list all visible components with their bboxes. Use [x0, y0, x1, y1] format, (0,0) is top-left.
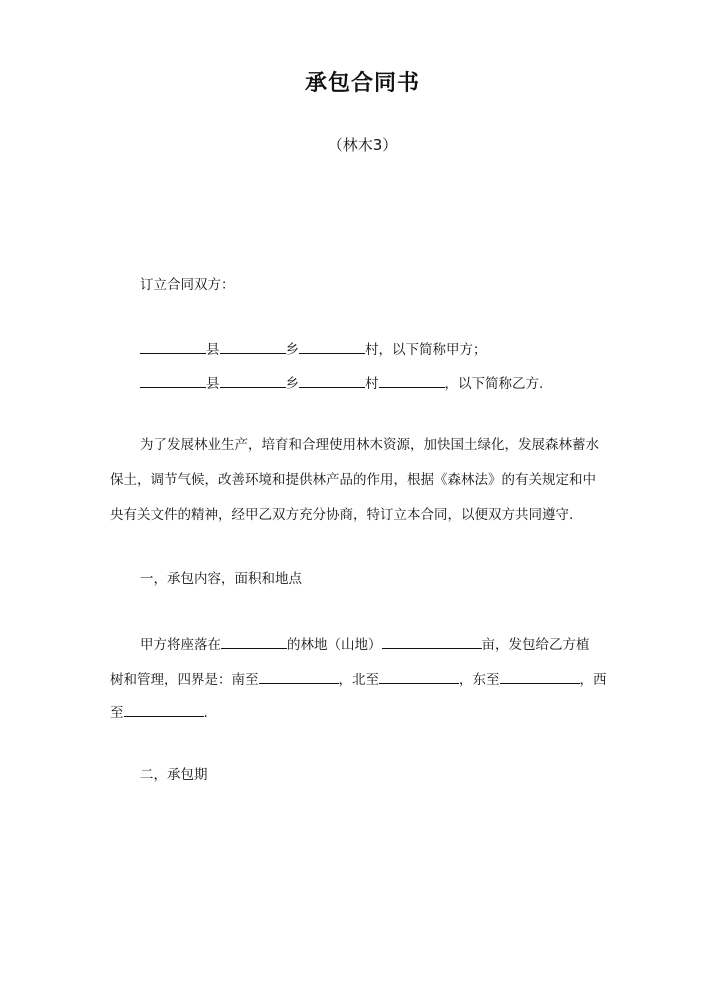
- blank-field: [140, 339, 206, 354]
- blank-field: [299, 373, 365, 388]
- text-segment: .: [203, 705, 208, 721]
- section-1-heading: 一，承包内容，面积和地点: [140, 571, 302, 587]
- preamble-line-1: 为了发展林业生产，培育和合理使用林木资源，加快国土绿化，发展森林蓄水: [140, 437, 599, 453]
- preamble-line-2: 保土，调节气候，改善环境和提供林产品的作用，根据《森林法》的有关规定和中: [110, 472, 596, 488]
- village-label: 村: [365, 376, 379, 392]
- text-segment: ，北至: [338, 672, 379, 688]
- text-segment: ，东至: [459, 672, 500, 688]
- blank-field: [221, 634, 287, 649]
- county-label: 县: [206, 376, 220, 392]
- text-segment: 的林地（山地）: [287, 637, 382, 653]
- preamble-line-3: 央有关文件的精神，经甲乙双方充分协商，特订立本合同，以便双方共同遵守.: [110, 507, 574, 523]
- blank-field: [259, 669, 339, 684]
- county-label: 县: [206, 342, 220, 358]
- text-segment: 甲方将座落在: [140, 637, 221, 653]
- blank-field: [124, 702, 204, 717]
- text-segment: 亩，发包给乙方植: [481, 637, 590, 653]
- text-segment: ，西: [579, 672, 607, 688]
- township-label: 乡: [285, 376, 299, 392]
- village-label: 村，以下简称甲方；: [365, 342, 487, 358]
- text-segment: 树和管理，四界是：南至: [110, 672, 259, 688]
- section-1-line-3: [110, 702, 208, 722]
- blank-field: [220, 339, 286, 354]
- blank-field: [500, 669, 580, 684]
- blank-field: [379, 669, 459, 684]
- section-1-line-1: [140, 634, 590, 654]
- blank-field: [220, 373, 286, 388]
- blank-field: [379, 373, 445, 388]
- township-label: 乡: [285, 342, 299, 358]
- section-1-line-2: [110, 669, 607, 689]
- blank-field: [140, 373, 206, 388]
- party-b-suffix: ，以下简称乙方.: [444, 376, 544, 392]
- blank-field: [382, 634, 482, 649]
- text-segment: 至: [110, 705, 124, 721]
- party-a-line: [140, 339, 487, 359]
- section-2-heading: 二，承包期: [140, 767, 208, 783]
- blank-field: [299, 339, 365, 354]
- document-title: 承包合同书: [304, 71, 420, 96]
- party-b-line: [140, 373, 543, 393]
- parties-heading: 订立合同双方：: [140, 277, 235, 293]
- document-subtitle: （林木3）: [327, 136, 398, 154]
